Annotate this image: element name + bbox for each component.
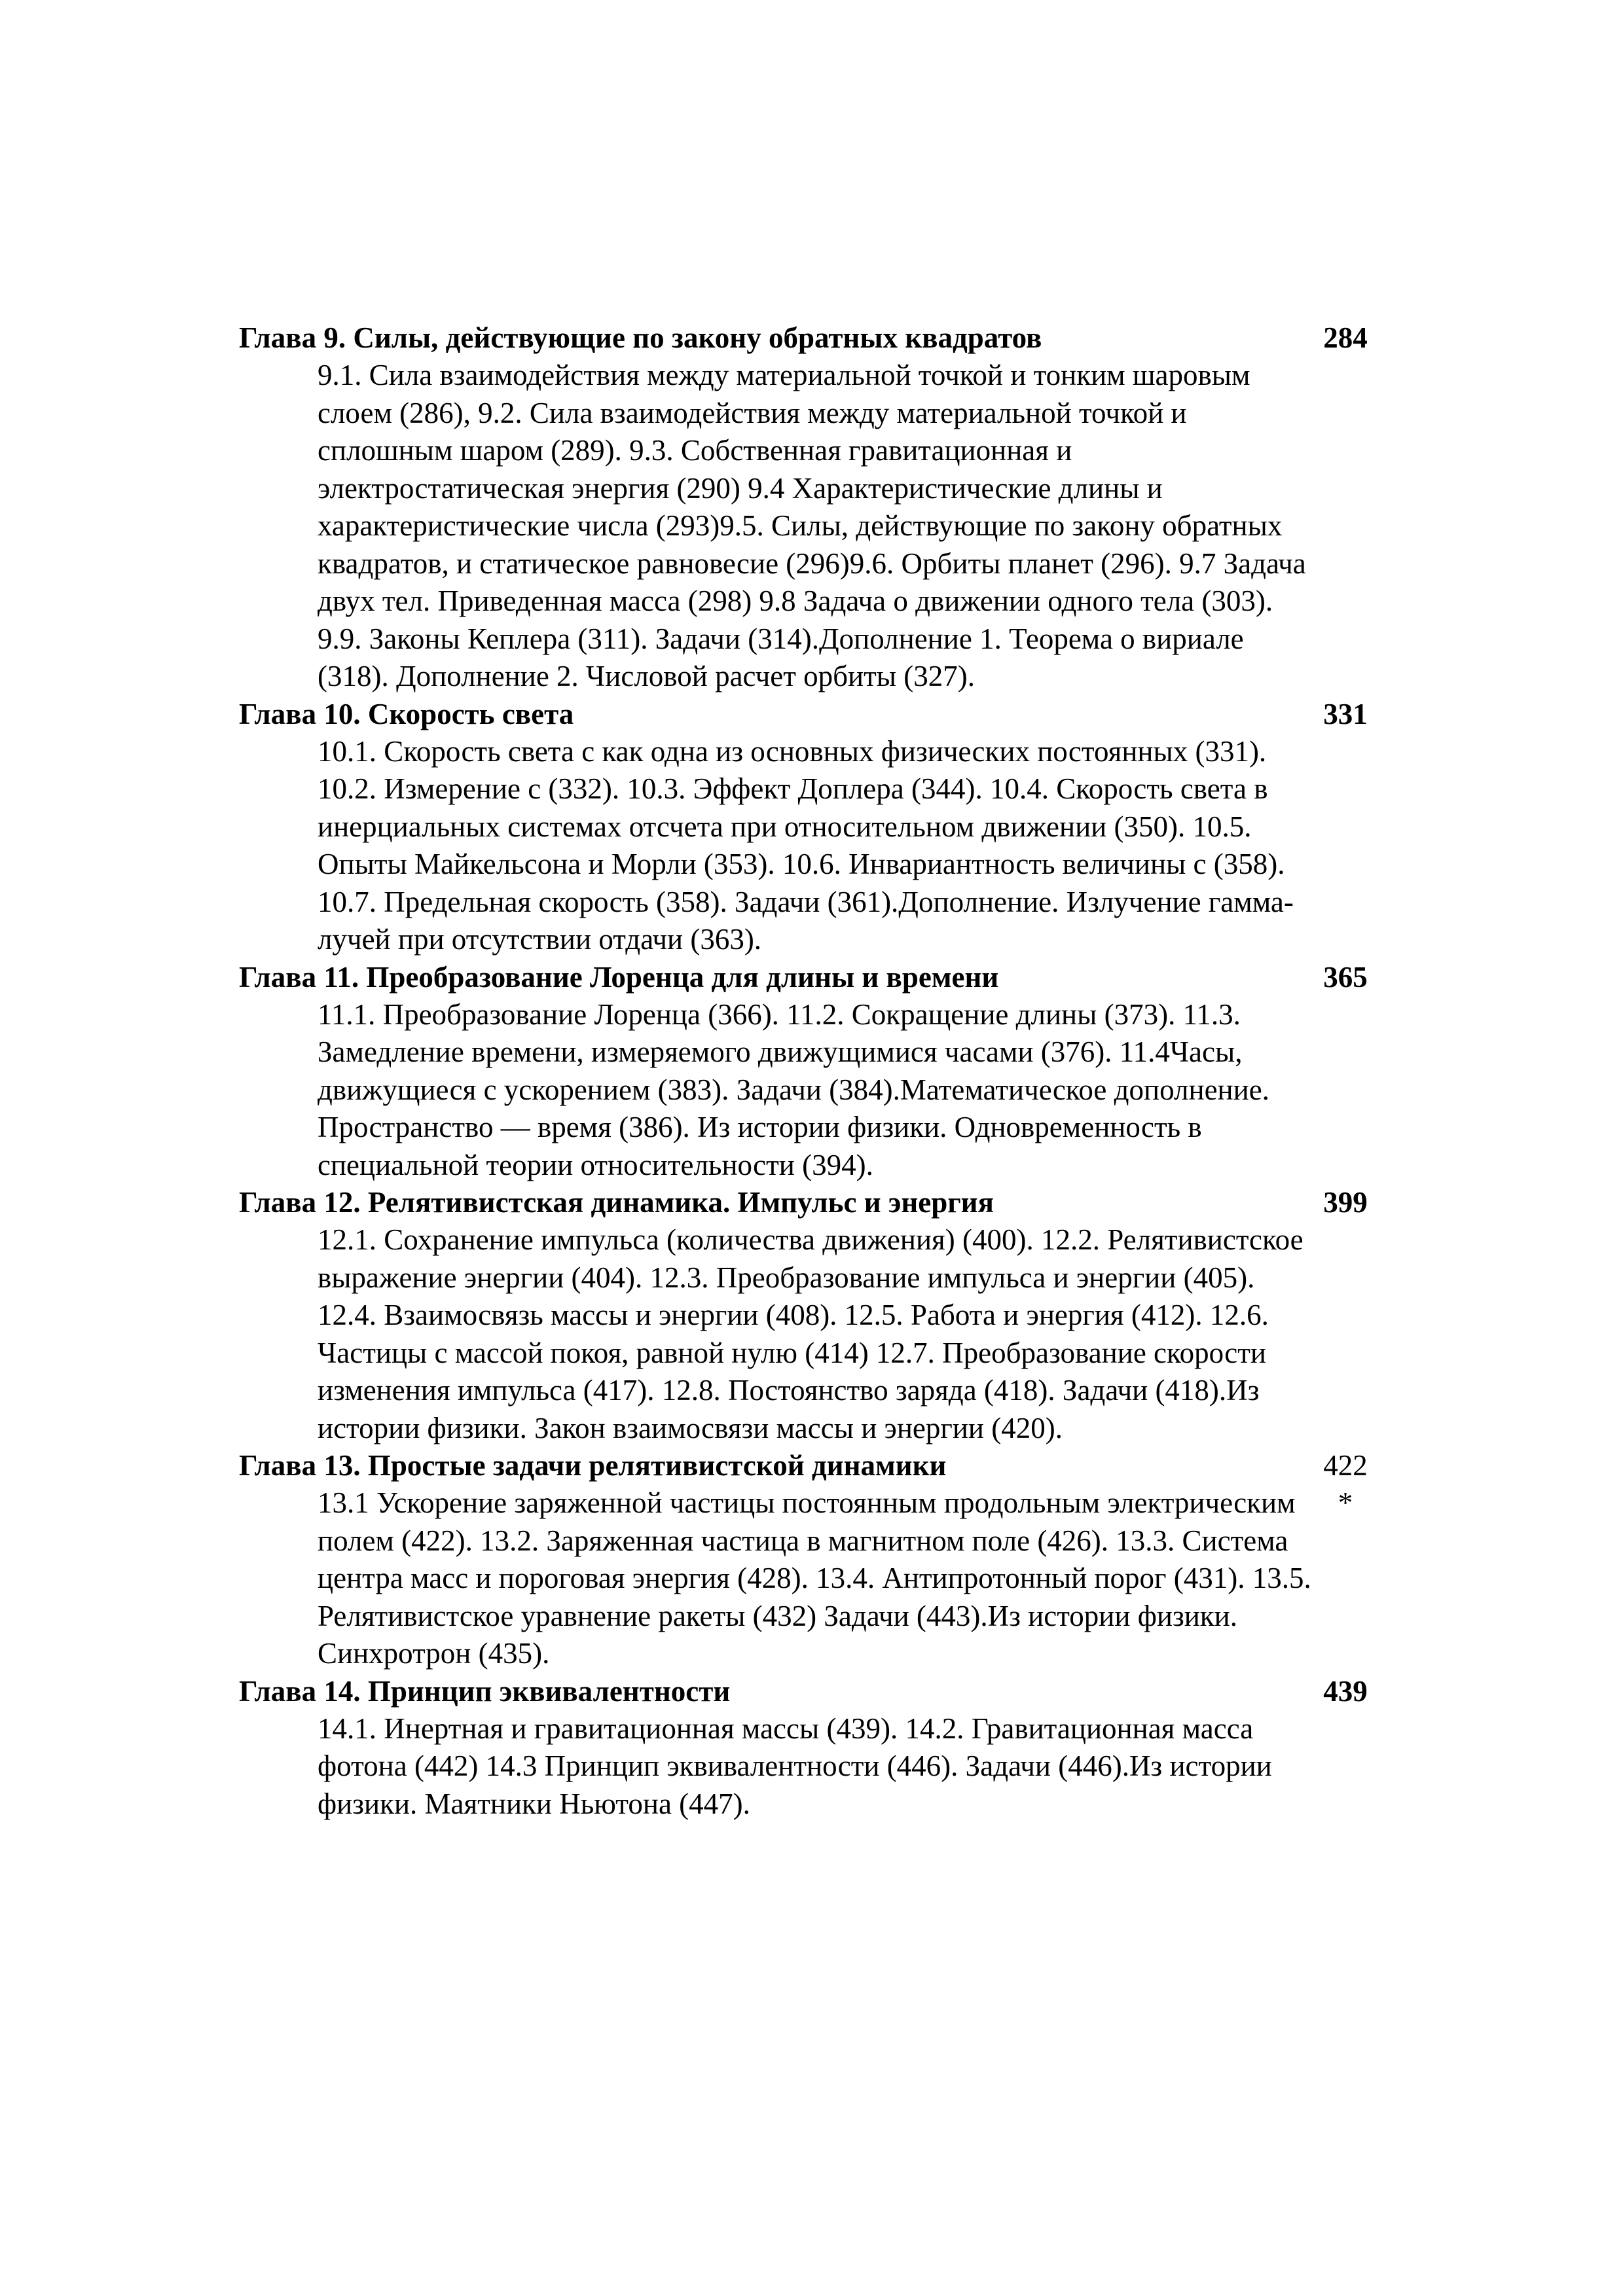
asterisk-mark: * (1338, 1486, 1353, 1519)
chapter-heading (239, 319, 1381, 357)
chapter-sections: 11.1. Преобразование Лоренца (366). 11.2. Сокращение длины (373). 11.3. Замедление времени, измеряемого движущимися часами (376). 11.4Часы, движущиеся с ускорением (383). Задачи (384).Математическое дополнение. Пространство — время (386). Из истории физики. Одновременность в специальной теории относительности (394). (318, 997, 1269, 1181)
chapter-title: Глава 9. Силы, действующие по закону обратных квадратов (239, 321, 1042, 354)
chapter-sections: 13.1 Ускорение заряженной частицы постоянным продольным электрическим полем (422). 13.2. Заряженная частица в магнитном поле (426). 13.3. Система центра масс и пороговая энергия (428). 13.4. Антипротонный порог (431). 13.5. Релятивистское уравнение ракеты (432) Задачи (443).Из истории физики. Синхротрон (435). (318, 1486, 1311, 1670)
chapter-11 (239, 959, 1381, 1185)
chapter-title: Глава 10. Скорость света (239, 697, 574, 730)
chapter-page-number: 439 (1323, 1674, 1368, 1708)
chapter-10 (239, 696, 1381, 959)
chapter-sections: 9.1. Сила взаимодействия между материальной точкой и тонким шаровым слоем (286), 9.2. Сила взаимодействия между материальной точкой и сплошным шаром (289). 9.3. Собственная гравитационная и электростатическая энергия (290) 9.4 Характеристические длины и характеристические числа (293)9.5. Силы, действующие по закону обратных квадратов, и статическое равновесие (296)9.6. Орбиты планет (296). 9.7 Задача двух тел. Приведенная масса (298) 9.8 Задача о движении одного тела (303). 9.9. Законы Кеплера (311). Задачи (314).Дополнение 1. Теорема о вириале (318). Дополнение 2. Числовой расчет орбиты (327). (318, 359, 1306, 692)
chapter-page-block (1309, 1447, 1381, 1522)
chapter-page-number: 422 (1323, 1449, 1368, 1482)
chapter-heading (239, 1184, 1381, 1221)
chapter-heading (239, 959, 1381, 996)
chapter-title: Глава 14. Принцип эквивалентности (239, 1674, 731, 1708)
chapter-page-number: 331 (1323, 697, 1368, 730)
chapter-title: Глава 12. Релятивистская динамика. Импульс и энергия (239, 1186, 994, 1219)
chapter-14 (239, 1673, 1381, 1823)
chapter-heading (239, 1673, 1381, 1710)
chapter-sections: 12.1. Сохранение импульса (количества движения) (400). 12.2. Релятивистское выражение энергии (404). 12.3. Преобразование импульса и энергии (405). 12.4. Взаимосвязь массы и энергии (408). 12.5. Работа и энергия (412). 12.6. Частицы с массой покоя, равной нулю (414) 12.7. Преобразование скорости изменения импульса (417). 12.8. Постоянство заряда (418). Задачи (418).Из истории физики. Закон взаимосвязи массы и энергии (420). (318, 1223, 1304, 1444)
chapter-sections: 10.1. Скорость света c как одна из основных физических постоянных (331). 10.2. Измерение c (332). 10.3. Эффект Доплера (344). 10.4. Скорость света в инерциальных системах отсчета при относительном движении (350). 10.5. Опыты Майкельсона и Морли (353). 10.6. Инвариантность величины c (358). 10.7. Предельная скорость (358). Задачи (361).Дополнение. Излучение гамма-лучей при отсутствии отдачи (363). (318, 734, 1294, 956)
chapter-sections: 14.1. Инертная и гравитационная массы (439). 14.2. Гравитационная масса фотона (442) 14.3 Принцип эквивалентности (446). Задачи (446).Из истории физики. Маятники Ньютона (447). (318, 1712, 1272, 1820)
chapter-title: Глава 11. Преобразование Лоренца для длины и времени (239, 960, 999, 994)
chapter-page-number: 365 (1323, 960, 1368, 994)
chapter-page-number: 399 (1323, 1186, 1368, 1219)
chapter-page-number: 284 (1323, 321, 1368, 354)
chapter-heading (239, 696, 1381, 733)
chapter-12 (239, 1184, 1381, 1447)
chapter-title: Глава 13. Простые задачи релятивистской динамики (239, 1449, 947, 1482)
chapter-13 (239, 1447, 1381, 1673)
table-of-contents (239, 319, 1381, 1823)
chapter-9 (239, 319, 1381, 696)
